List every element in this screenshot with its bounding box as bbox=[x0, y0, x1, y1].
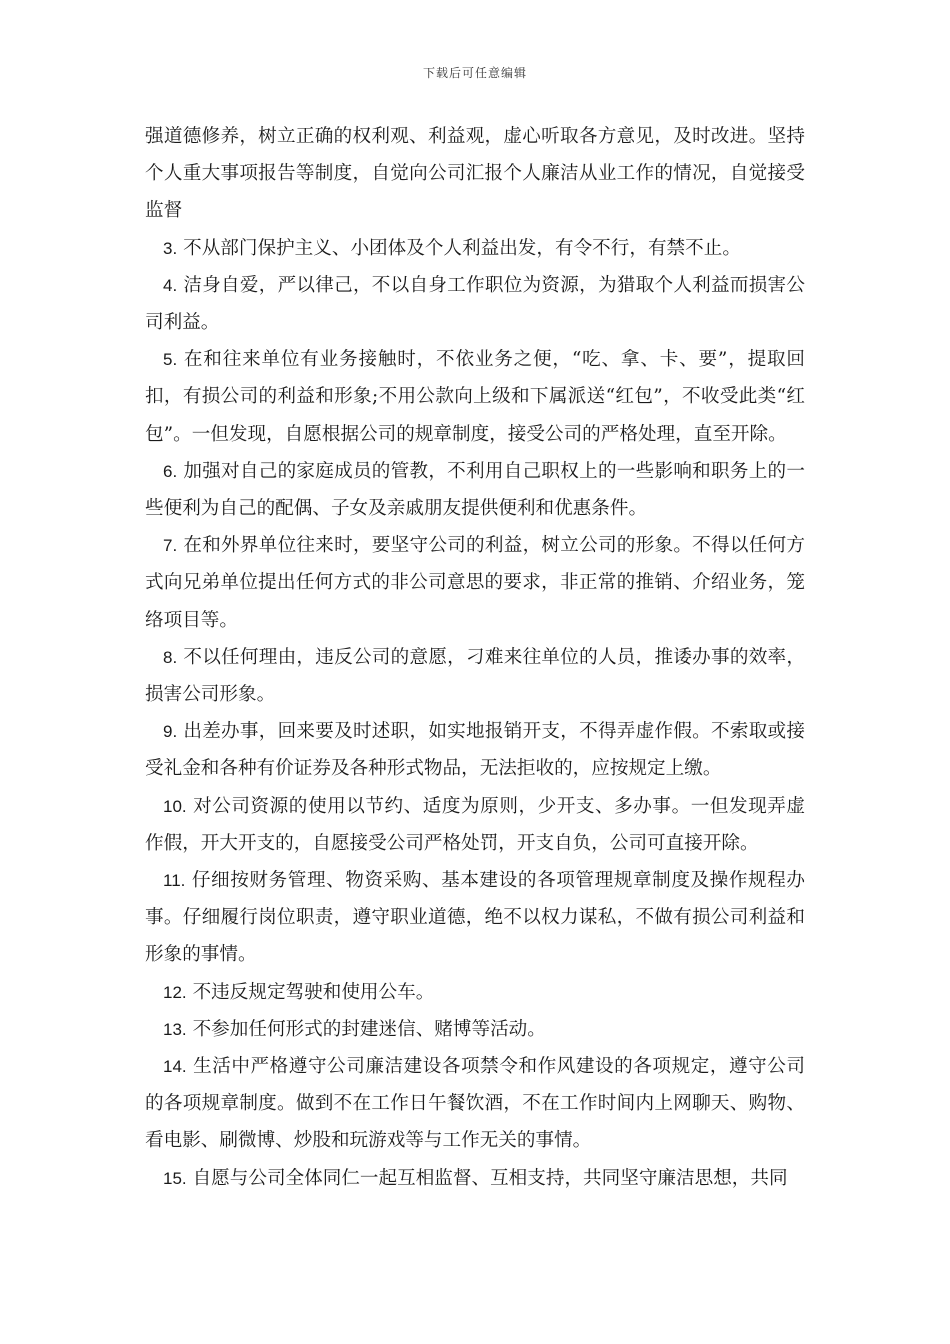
item-number: 4. bbox=[163, 275, 178, 295]
item-number: 7. bbox=[163, 536, 178, 556]
item-number: 14. bbox=[163, 1057, 187, 1077]
item-number: 6. bbox=[163, 461, 178, 481]
list-item-15 bbox=[145, 1160, 805, 1197]
item-number: 5. bbox=[163, 350, 178, 370]
page-header: 下载后可任意编辑 bbox=[422, 66, 527, 80]
list-item-9 bbox=[145, 713, 805, 787]
item-text: 生活中严格遵守公司廉洁建设各项禁令和作风建设的各项规定，遵守公司的各项规章制度。做到不在工作日午餐饮酒，不在工作时间内上网聊天、购物、看电影、刷微博、炒股和玩游戏等与工作无关的事情。 bbox=[145, 1056, 805, 1152]
item-text: 洁身自爱，严以律己，不以自身工作职位为资源，为猎取个人利益而损害公司利益。 bbox=[145, 274, 805, 334]
item-number: 15. bbox=[163, 1168, 187, 1188]
list-item-11 bbox=[145, 862, 805, 974]
list-item-3 bbox=[145, 230, 805, 267]
list-item-8 bbox=[145, 639, 805, 713]
item-number: 11. bbox=[163, 871, 186, 891]
item-text: 不从部门保护主义、小团体及个人利益出发，有令不行，有禁不止。 bbox=[183, 237, 741, 259]
list-item-13 bbox=[145, 1011, 805, 1048]
item-text: 仔细按财务管理、物资采购、基本建设的各项管理规章制度及操作规程办事。仔细履行岗位职责，遵守职业道德，绝不以权力谋私，不做有损公司利益和形象的事情。 bbox=[145, 870, 805, 966]
item-text: 自愿与公司全体同仁一起互相监督、互相支持，共同坚守廉洁思想，共同 bbox=[192, 1167, 788, 1189]
item-number: 12. bbox=[163, 982, 187, 1002]
list-item-12 bbox=[145, 974, 805, 1011]
list-item-7 bbox=[145, 527, 805, 639]
item-text: 不以任何理由，违反公司的意愿，刁难来往单位的人员，推诿办事的效率，损害公司形象。 bbox=[145, 646, 805, 706]
item-text: 对公司资源的使用以节约、适度为原则，少开支、多办事。一但发现弄虚作假，开大开支的，自愿接受公司严格处罚，开支自负，公司可直接开除。 bbox=[145, 795, 805, 854]
item-number: 9. bbox=[163, 722, 178, 742]
document-body bbox=[145, 118, 805, 1197]
item-text: 在和往来单位有业务接触时，不依业务之便，“吃、拿、卡、要”，提取回扣，有损公司的利益和形象;不用公款向上级和下属派送“红包”，不收受此类“红包”。一但发现，自愿根据公司的规章制度，接受公司的严格处理，直至开除。 bbox=[145, 349, 805, 445]
item-text: 出差办事，回来要及时述职，如实地报销开支，不得弄虚作假。不索取或接受礼金和各种有价证券及各种形式物品，无法拒收的，应按规定上缴。 bbox=[145, 721, 805, 780]
item-number: 3. bbox=[163, 238, 178, 258]
list-item-10 bbox=[145, 788, 805, 862]
list-item-14 bbox=[145, 1048, 805, 1160]
item-number: 8. bbox=[163, 647, 178, 667]
paragraph-continuation bbox=[145, 118, 805, 230]
item-text: 不违反规定驾驶和使用公车。 bbox=[192, 981, 435, 1003]
item-number: 13. bbox=[163, 1019, 187, 1039]
item-text: 在和外界单位往来时，要坚守公司的利益，树立公司的形象。不得以任何方式向兄弟单位提出任何方式的非公司意思的要求，非正常的推销、介绍业务，笼络项目等。 bbox=[145, 535, 805, 631]
list-item-4 bbox=[145, 267, 805, 341]
list-item-5 bbox=[145, 341, 805, 453]
item-number: 10. bbox=[163, 796, 187, 816]
item-text: 加强对自己的家庭成员的管教，不利用自己职权上的一些影响和职务上的一些便利为自己的配偶、子女及亲戚朋友提供便利和优惠条件。 bbox=[145, 460, 805, 520]
item-text: 不参加任何形式的封建迷信、赌博等活动。 bbox=[192, 1018, 546, 1040]
paragraph-text: 强道德修养，树立正确的权利观、利益观，虚心听取各方意见，及时改进。坚持个人重大事项报告等制度，自觉向公司汇报个人廉洁从业工作的情况，自觉接受监督 bbox=[145, 126, 805, 222]
list-item-6 bbox=[145, 453, 805, 527]
